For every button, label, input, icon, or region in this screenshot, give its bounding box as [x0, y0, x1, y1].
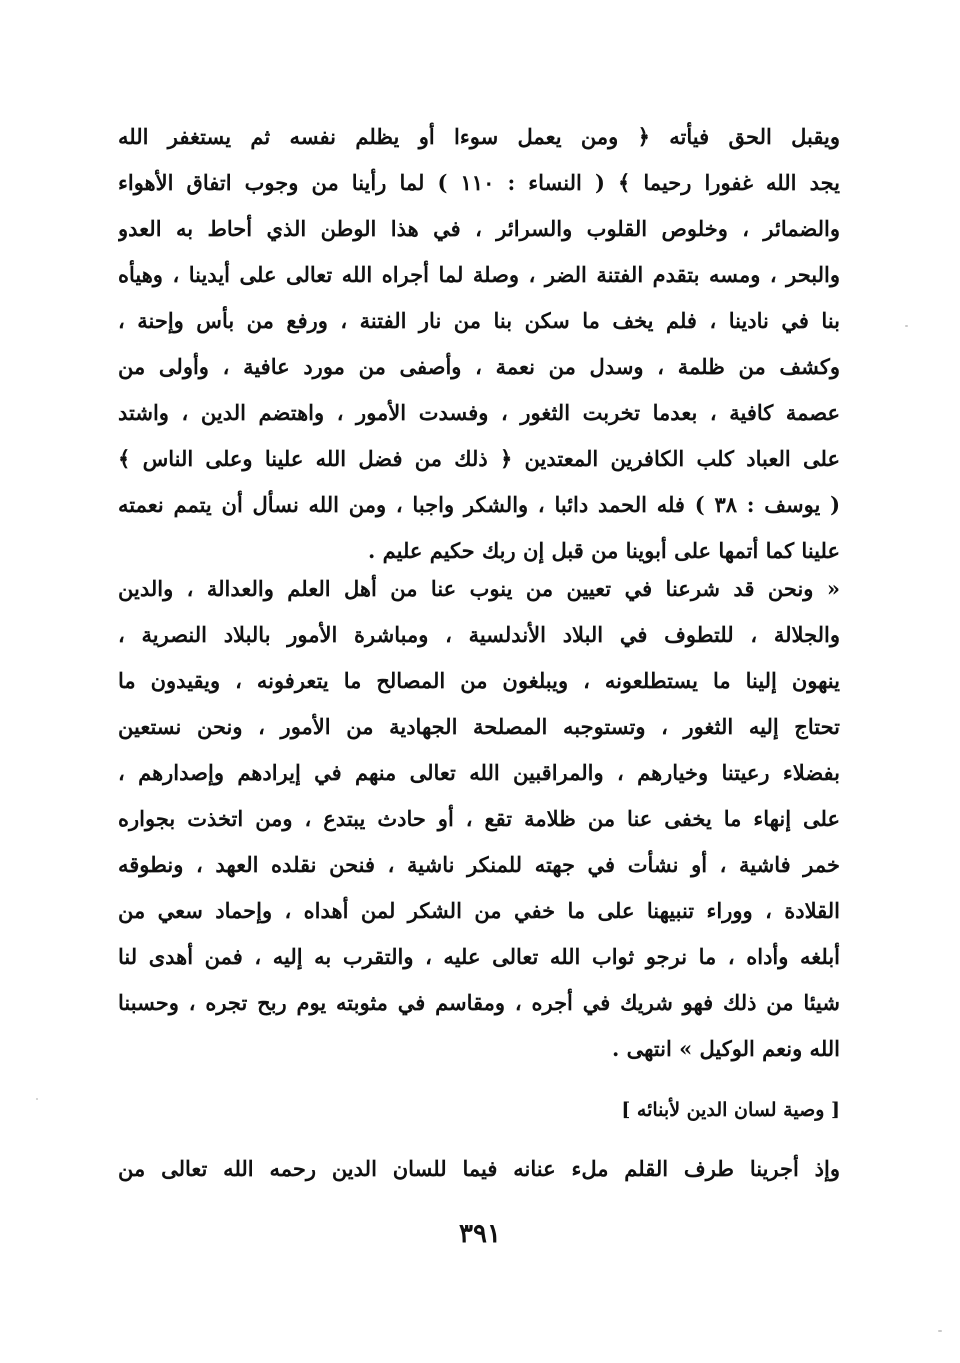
text-line: ويقبل الحق فيأته ﴿ ومن يعمل سوءا أو يظلم نفسه ثم يستغفر الله	[118, 124, 840, 149]
text-line: والبحر ، ومسه بتقدم الفتنة الضر ، وصلة لما أجراه الله تعالى على أيدينا ، وهيأه	[118, 262, 840, 287]
text-line: يجد الله غفورا رحيما ﴾ ( النساء : ١١٠ ) لما رأينا من وجوب اتفاق الأهواء	[118, 170, 840, 195]
text-line: والضمائر ، وخلوص القلوب والسرائر ، في هذا الوطن الذي أحاط به العدو	[118, 216, 840, 241]
scan-speck	[905, 325, 908, 327]
text-line: والجلالة ، للتطوف في البلاد الأندلسية ، ومباشرة الأمور بالبلاد النصرية ،	[118, 622, 840, 647]
text-line: ( يوسف : ٣٨ ) فله الحمد دائبا ، والشكر واجبا ، ومن الله نسأل أن يتمم نعمته	[118, 492, 840, 517]
text-line: أبلغه وأداه ، ما نرجو ثواب الله تعالى عليه ، والتقرب به إليه ، فمن أهدى لنا	[118, 944, 840, 969]
scan-speck	[36, 1098, 38, 1100]
page-number: ٣٩١	[459, 1219, 501, 1249]
text-line: الله ونعم الوكيل » انتهى .	[611, 1036, 840, 1061]
paragraph-1	[118, 114, 840, 574]
text-line: بنا في نادينا ، فلم يخف ما سكن بنا من نار الفتنة ، ورفع من بأس وإحنة ،	[118, 308, 840, 333]
text-line: « ونحن قد شرعنا في تعيين من ينوب عنا من أهل العلم والعدالة ، والدين	[118, 576, 840, 601]
paragraph-3	[118, 1146, 840, 1192]
text-line: على إنهاء ما يخفى عنا من ظلامة تقع ، أو حادث يبتدع ، ومن اتخذت بجواره	[118, 806, 840, 831]
scan-speck	[938, 1330, 942, 1332]
paragraph-2	[118, 566, 840, 1072]
text-line: ينهون إلينا ما يستطلعونه ، ويبلغون من المصالح ما يتعرفونه ، ويقيدون ما	[118, 668, 840, 693]
text-line: شيئا من ذلك فهو شريك في أجره ، ومقاسم في مثوبته يوم ربح تجره ، وحسبنا	[118, 990, 840, 1015]
text-line: وكشف من ظلمة ، وسدل من نعمة ، وأصفى من مورد عافية ، وأولى من	[118, 354, 840, 379]
text-line: عصمة كافية ، بعدما تخربت الثغور ، وفسدت الأمور ، واهتضم الدين ، واشتد	[118, 400, 840, 425]
text-line: على العباد كلب الكافرين المعتدين ﴿ ذلك من فضل الله علينا وعلى الناس ﴾	[118, 446, 840, 471]
text-line: القلادة ، ووراء تنبيهنا على ما خفي من الشكر لمن أهداه ، وإحماد سعي من	[118, 898, 840, 923]
text-line: علينا كما أتمها على أبوينا من قبل إن ربك حكيم عليم .	[368, 538, 840, 563]
text-line: تحتاج إليه الثغور ، وتستوجبه المصلحة الجهادية من الأمور ، ونحن نستعين	[118, 714, 840, 739]
text-line: بفضلاء رعيتنا وخيارهم ، والمراقبين الله تعالى منهم في إيرادهم وإصدارهم ،	[118, 760, 840, 785]
text-line: خمر فاشية ، أو نشأت في جهته للمنكر ناشية ، فنحن نقلده العهد ، ونطوقه	[118, 852, 840, 877]
section-heading: [ وصية لسان الدين لأبنائه ]	[621, 1099, 840, 1121]
text-line: وإذ أجرينا طرف القلم ملء عنانه فيما للسان الدين رحمه الله تعالى من	[118, 1156, 840, 1181]
